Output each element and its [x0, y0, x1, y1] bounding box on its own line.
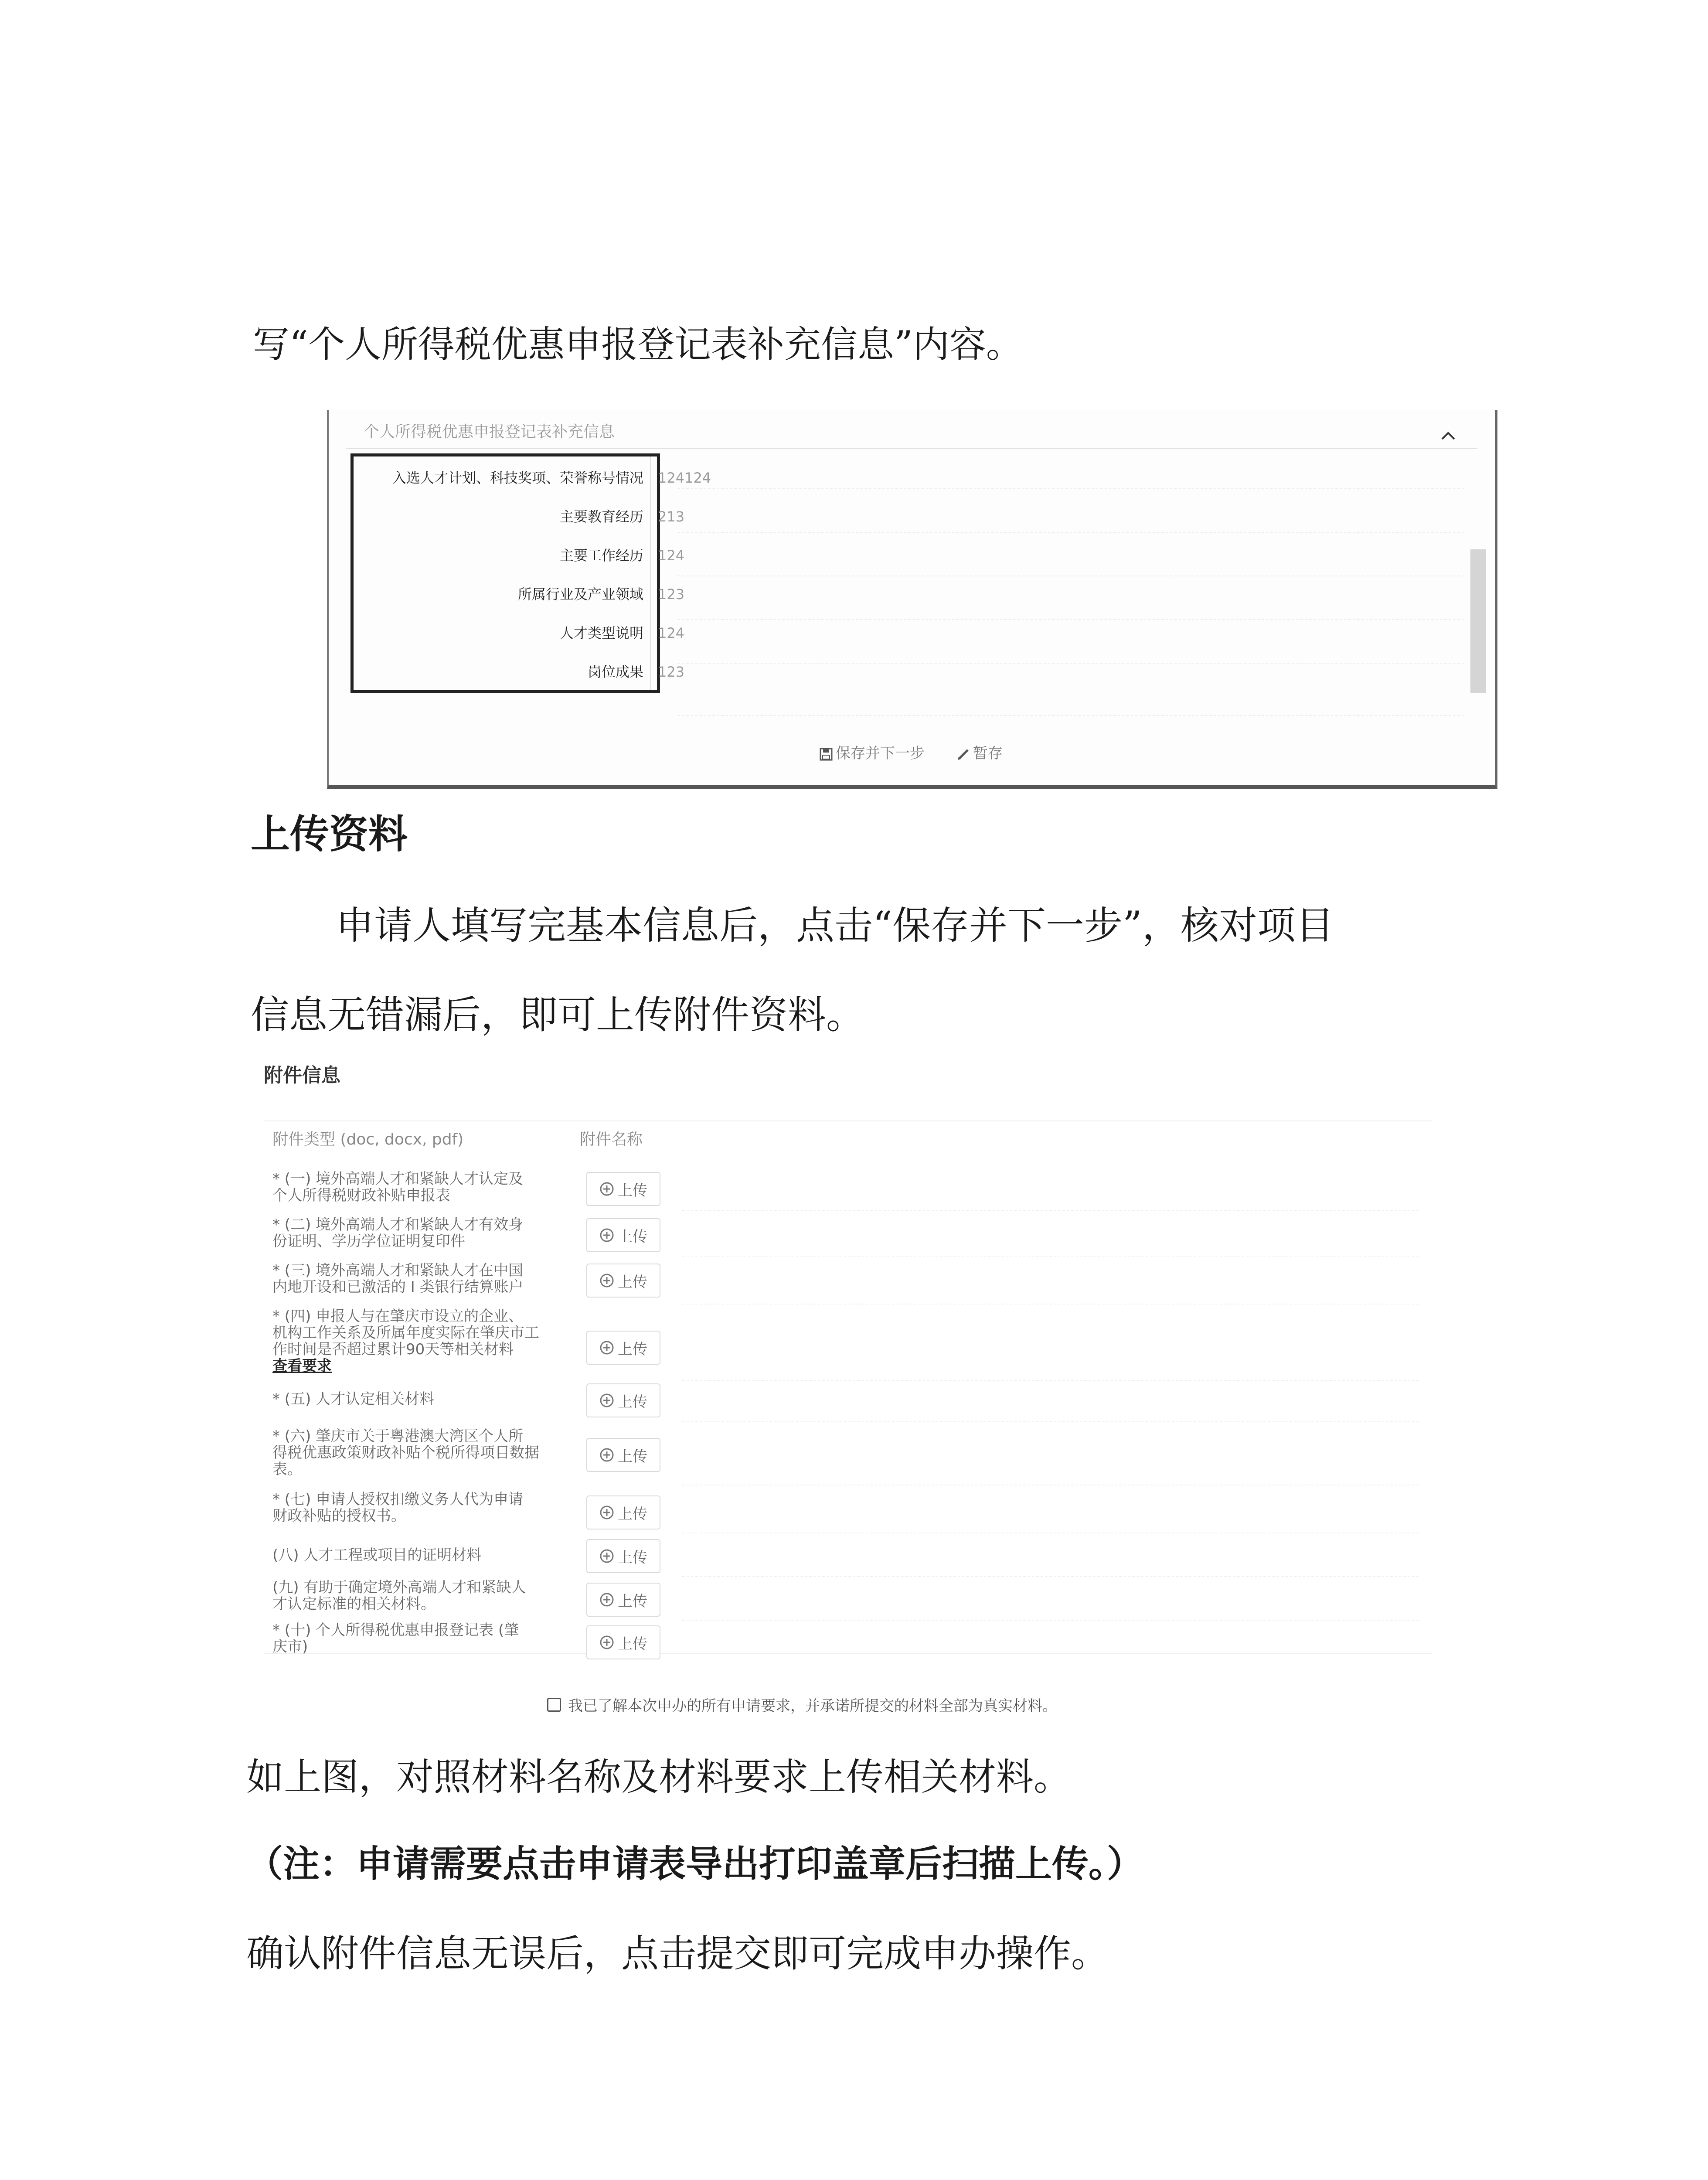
attachment-type-4: * (四) 申报人与在肇庆市设立的企业、 机构工作关系及所属年度实际在肇庆市工 作时间是否超过累计90天等相关材料 查看要求: [272, 1308, 573, 1374]
save-next-label: 保存并下一步: [836, 745, 925, 762]
plus-circle-icon: [599, 1273, 614, 1288]
field-label: 入选人才计划、科技奖项、荣誉称号情况: [392, 470, 643, 486]
field-label: 主要教育经历: [559, 508, 643, 525]
confirm-text: 我已了解本次申办的所有申请要求，并承诺所提交的材料全部为真实材料。: [568, 1697, 1057, 1715]
field-row: [354, 456, 711, 500]
plus-circle-icon: [599, 1340, 614, 1355]
note-paragraph: （注：申请需要点击申请表导出打印盖章后扫描上传。）: [246, 1843, 1144, 1885]
supplement-info-panel: [327, 410, 1497, 789]
attachment-panel: [251, 1059, 1471, 1722]
plus-circle-icon: [599, 1635, 614, 1650]
field-label: 主要工作经历: [559, 547, 643, 564]
body-line-1: 申请人填写完基本信息后，点击“保存并下一步”，核对项目: [336, 903, 1334, 948]
confirm-checkbox[interactable]: [547, 1698, 561, 1712]
upload-button[interactable]: 上传: [586, 1438, 660, 1472]
grid-line: [677, 619, 1464, 620]
upload-button[interactable]: 上传: [586, 1495, 660, 1529]
field-label: 人才类型说明: [559, 625, 643, 641]
attachment-type-6: * (六) 肇庆市关于粤港澳大湾区个人所 得税优惠政策财政补贴个税所得项目数据 表。: [272, 1427, 539, 1478]
plus-circle-icon: [599, 1448, 614, 1462]
field-value[interactable]: 123: [658, 586, 685, 603]
temp-save-button[interactable]: [956, 741, 1003, 763]
column-header-name: 附件名称: [580, 1131, 643, 1148]
plus-circle-icon: [599, 1393, 614, 1408]
view-requirements-link[interactable]: 查看要求: [272, 1357, 332, 1375]
field-row: [354, 651, 685, 694]
column-header-type: 附件类型 (doc, docx, pdf): [272, 1131, 464, 1148]
scrollbar[interactable]: [1470, 549, 1486, 693]
confirm-checkbox-row[interactable]: [547, 1694, 1057, 1715]
panel-header: 个人所得税优惠申报登记表补充信息: [364, 423, 615, 441]
attachments-title: 附件信息: [264, 1064, 340, 1087]
field-row: [354, 612, 685, 655]
section-heading: 上传资料: [251, 811, 408, 857]
field-label: 岗位成果: [587, 664, 643, 680]
attachment-type-8: (八) 人才工程或项目的证明材料: [272, 1546, 482, 1564]
plus-circle-icon: [599, 1505, 614, 1520]
grid-line: [677, 576, 1464, 577]
plus-circle-icon: [599, 1182, 614, 1196]
attachment-type-1: * (一) 境外高端人才和紧缺人才认定及 个人所得税财政补贴申报表: [272, 1170, 524, 1204]
attachment-type-2: * (二) 境外高端人才和紧缺人才有效身 份证明、学历学位证明复印件: [272, 1216, 524, 1250]
attachment-type-7: * (七) 申请人授权扣缴义务人代为申请 财政补贴的授权书。: [272, 1491, 524, 1525]
field-value[interactable]: 124: [658, 547, 685, 564]
field-row: [354, 495, 685, 538]
upload-button[interactable]: 上传: [586, 1172, 660, 1206]
field-row: [354, 534, 685, 577]
supplement-fields-table: [350, 453, 711, 693]
body-line-2: 信息无错漏后，即可上传附件资料。: [251, 992, 865, 1037]
divider: [346, 448, 1477, 449]
attachment-type-9: (九) 有助于确定境外高端人才和紧缺人 才认定标准的相关材料。: [272, 1579, 526, 1613]
field-value[interactable]: 213: [658, 508, 685, 525]
chevron-up-icon[interactable]: [1441, 421, 1456, 446]
grid-line: [677, 663, 1464, 664]
attachment-type-10: * (十) 个人所得税优惠申报登记表 (肇 庆市): [272, 1621, 519, 1655]
field-value[interactable]: 123: [658, 664, 685, 680]
upload-button[interactable]: 上传: [586, 1218, 660, 1252]
field-row: [354, 573, 685, 616]
save-icon: [819, 747, 833, 761]
upload-button[interactable]: 上传: [586, 1625, 660, 1659]
grid-line: [677, 488, 1464, 490]
grid-line: [677, 532, 1464, 533]
field-value[interactable]: 124124: [658, 470, 711, 486]
field-value[interactable]: 124: [658, 625, 685, 641]
pencil-icon: [956, 747, 970, 761]
after-paragraph: 如上图，对照材料名称及材料要求上传相关材料。: [246, 1755, 1071, 1799]
plus-circle-icon: [599, 1592, 614, 1607]
attachment-type-5: * (五) 人才认定相关材料: [272, 1390, 435, 1408]
final-paragraph: 确认附件信息无误后，点击提交即可完成申办操作。: [246, 1932, 1109, 1976]
upload-button[interactable]: 上传: [586, 1331, 660, 1365]
field-label: 所属行业及产业领域: [517, 586, 643, 603]
upload-button[interactable]: 上传: [586, 1539, 660, 1573]
plus-circle-icon: [599, 1228, 614, 1243]
upload-button[interactable]: 上传: [586, 1383, 660, 1417]
grid-line: [677, 715, 1464, 716]
plus-circle-icon: [599, 1549, 614, 1563]
upload-button[interactable]: 上传: [586, 1583, 660, 1617]
upload-button[interactable]: 上传: [586, 1264, 660, 1298]
intro-paragraph: 写“个人所得税优惠申报登记表补充信息”内容。: [253, 323, 1023, 366]
attachment-type-3: * (三) 境外高端人才和紧缺人才在中国 内地开设和已激活的 I 类银行结算账户: [272, 1262, 524, 1296]
save-next-button[interactable]: [819, 741, 925, 763]
temp-save-label: 暂存: [973, 745, 1003, 762]
